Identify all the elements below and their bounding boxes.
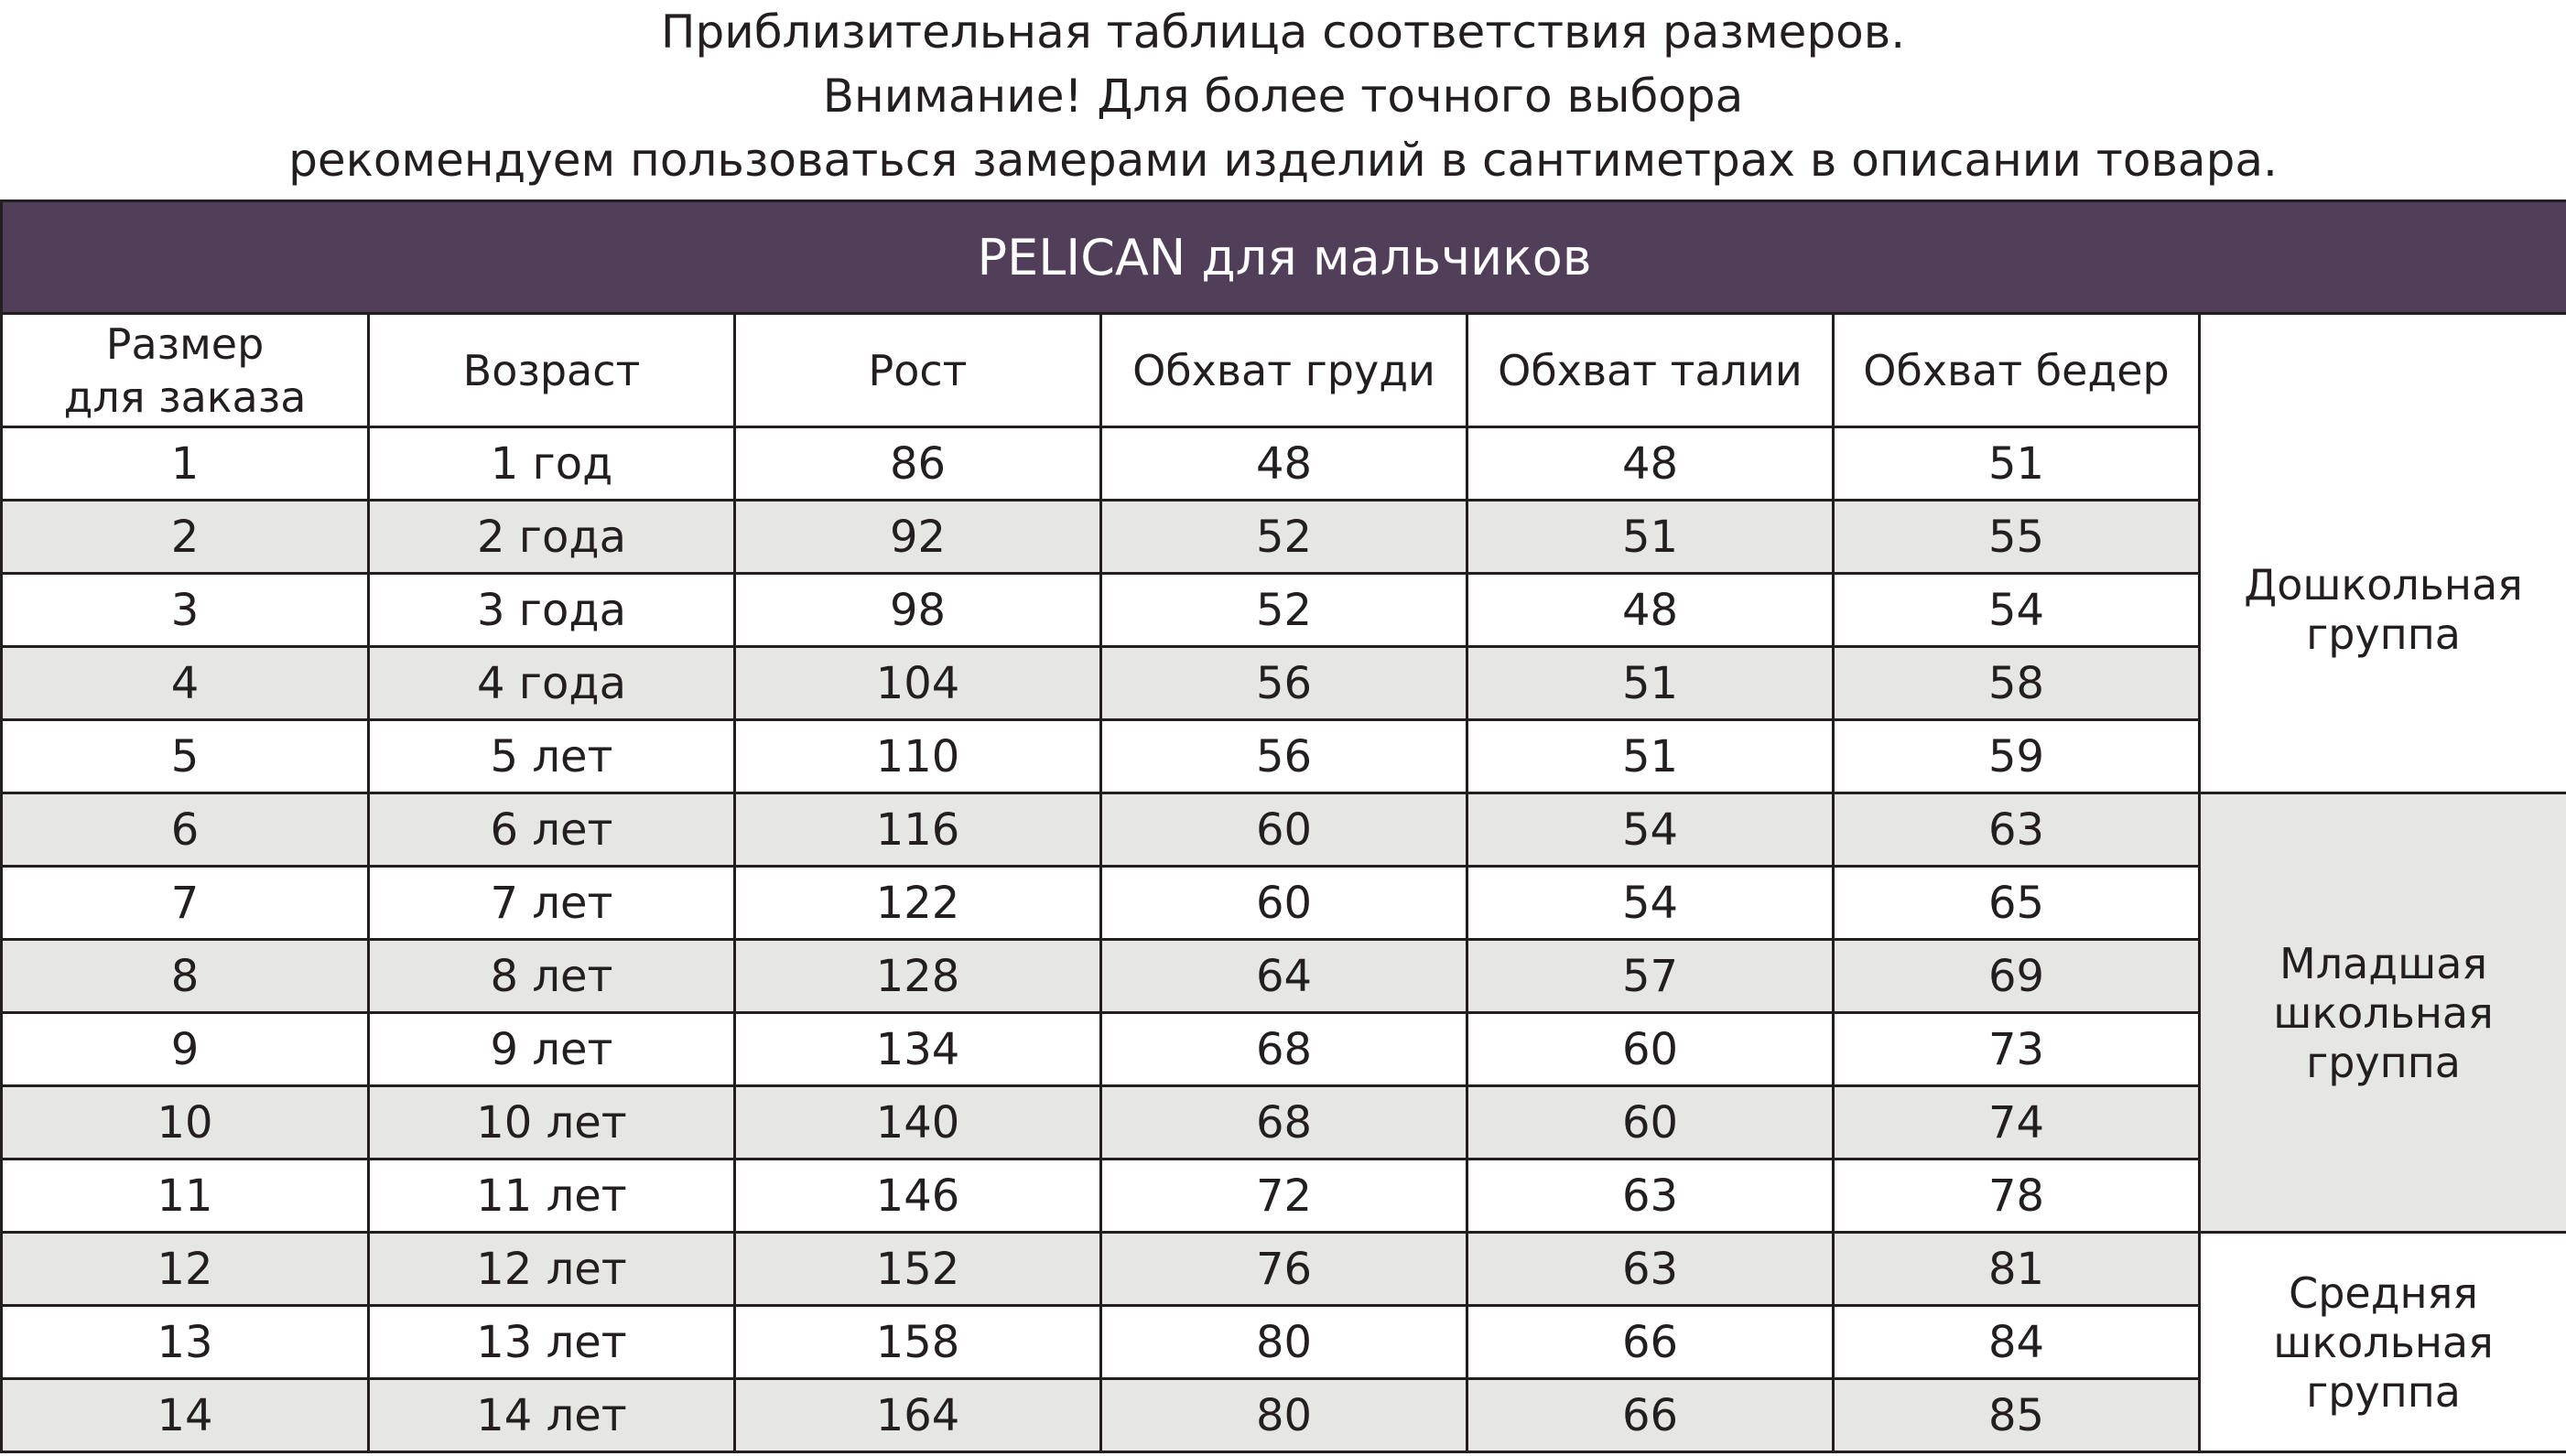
cell-size: 6 [2,793,369,867]
cell-size: 3 [2,574,369,647]
table-row [2,720,2566,793]
cell-waist: 63 [1467,1233,1834,1306]
cell-hips: 69 [1834,940,2200,1013]
intro-line-3: рекомендуем пользоваться замерами изделий в сантиметрах в описании товара. [288,134,2278,187]
header-height: Рост [735,314,1101,427]
cell-chest: 80 [1101,1306,1467,1379]
cell-height: 128 [735,940,1101,1013]
cell-chest: 60 [1101,793,1467,867]
table-row [2,647,2566,720]
cell-waist: 54 [1467,867,1834,940]
cell-age: 6 лет [369,793,735,867]
cell-height: 104 [735,647,1101,720]
cell-waist: 51 [1467,720,1834,793]
table-row [2,867,2566,940]
cell-chest: 52 [1101,501,1467,574]
cell-chest: 60 [1101,867,1467,940]
header-size [2,314,369,427]
table-row [2,793,2566,867]
cell-hips: 78 [1834,1159,2200,1233]
cell-height: 146 [735,1159,1101,1233]
table-row [2,574,2566,647]
cell-waist: 51 [1467,501,1834,574]
cell-chest: 56 [1101,647,1467,720]
cell-waist: 63 [1467,1159,1834,1233]
cell-hips: 59 [1834,720,2200,793]
size-chart-table [0,200,2566,1453]
table-row [2,940,2566,1013]
table-row [2,1086,2566,1159]
cell-age: 13 лет [369,1306,735,1379]
group-preschool [2200,427,2566,793]
cell-waist: 66 [1467,1306,1834,1379]
cell-chest: 76 [1101,1233,1467,1306]
cell-height: 98 [735,574,1101,647]
cell-height: 152 [735,1233,1101,1306]
cell-hips: 85 [1834,1379,2200,1452]
cell-waist: 60 [1467,1013,1834,1086]
group-junior-line-2: школьная [2273,987,2494,1038]
table-row [2,427,2566,501]
cell-chest: 68 [1101,1086,1467,1159]
cell-height: 86 [735,427,1101,501]
table-header-row [2,314,2566,427]
group-middle-line-2: школьная [2273,1317,2494,1367]
cell-age: 11 лет [369,1159,735,1233]
cell-age: 2 года [369,501,735,574]
cell-waist: 66 [1467,1379,1834,1452]
group-junior-line-3: группа [2306,1037,2461,1087]
table-title-row [2,201,2566,314]
cell-age: 14 лет [369,1379,735,1452]
cell-height: 92 [735,501,1101,574]
header-size-line-2: для заказа [63,372,307,422]
cell-age: 12 лет [369,1233,735,1306]
cell-age: 3 года [369,574,735,647]
header-size-line-1: Размер [105,318,265,369]
cell-size: 12 [2,1233,369,1306]
cell-height: 140 [735,1086,1101,1159]
cell-size: 9 [2,1013,369,1086]
header-chest: Обхват груди [1101,314,1467,427]
group-preschool-line-2: группа [2306,609,2461,659]
cell-chest: 64 [1101,940,1467,1013]
cell-height: 158 [735,1306,1101,1379]
group-middle-line-1: Средняя [2289,1267,2478,1318]
cell-age: 9 лет [369,1013,735,1086]
cell-chest: 48 [1101,427,1467,501]
cell-chest: 80 [1101,1379,1467,1452]
cell-chest: 68 [1101,1013,1467,1086]
cell-size: 5 [2,720,369,793]
cell-waist: 48 [1467,427,1834,501]
intro-line-1: Приблизительная таблица соответствия размеров. [660,5,1906,59]
header-waist: Обхват талии [1467,314,1834,427]
cell-hips: 74 [1834,1086,2200,1159]
header-hips: Обхват бедер [1834,314,2200,427]
group-middle-school [2200,1233,2566,1452]
header-group-cell [2200,314,2566,427]
cell-size: 13 [2,1306,369,1379]
cell-hips: 73 [1834,1013,2200,1086]
group-junior-school [2200,793,2566,1233]
cell-age: 5 лет [369,720,735,793]
cell-age: 4 года [369,647,735,720]
cell-height: 110 [735,720,1101,793]
cell-height: 134 [735,1013,1101,1086]
cell-waist: 51 [1467,647,1834,720]
intro-note [0,0,2566,200]
cell-chest: 56 [1101,720,1467,793]
table-row [2,1013,2566,1086]
cell-hips: 81 [1834,1233,2200,1306]
cell-hips: 84 [1834,1306,2200,1379]
cell-age: 8 лет [369,940,735,1013]
table-row [2,1159,2566,1233]
table-row [2,501,2566,574]
cell-size: 8 [2,940,369,1013]
cell-height: 116 [735,793,1101,867]
group-junior-line-1: Младшая [2279,938,2488,988]
cell-size: 14 [2,1379,369,1452]
cell-waist: 48 [1467,574,1834,647]
intro-line-2: Внимание! Для более точного выбора [822,70,1744,123]
cell-size: 11 [2,1159,369,1233]
table-row [2,1306,2566,1379]
cell-size: 4 [2,647,369,720]
cell-hips: 65 [1834,867,2200,940]
cell-hips: 63 [1834,793,2200,867]
cell-age: 7 лет [369,867,735,940]
cell-chest: 72 [1101,1159,1467,1233]
header-age: Возраст [369,314,735,427]
cell-hips: 54 [1834,574,2200,647]
group-middle-line-3: группа [2306,1366,2461,1417]
cell-age: 1 год [369,427,735,501]
cell-hips: 51 [1834,427,2200,501]
cell-height: 122 [735,867,1101,940]
cell-size: 1 [2,427,369,501]
cell-hips: 58 [1834,647,2200,720]
cell-waist: 60 [1467,1086,1834,1159]
cell-waist: 57 [1467,940,1834,1013]
table-row [2,1379,2566,1452]
cell-size: 10 [2,1086,369,1159]
cell-chest: 52 [1101,574,1467,647]
table-row [2,1233,2566,1306]
cell-height: 164 [735,1379,1101,1452]
table-title: PELICAN для мальчиков [2,201,2566,314]
cell-hips: 55 [1834,501,2200,574]
cell-size: 2 [2,501,369,574]
cell-waist: 54 [1467,793,1834,867]
cell-size: 7 [2,867,369,940]
cell-age: 10 лет [369,1086,735,1159]
group-preschool-line-1: Дошкольная [2244,559,2523,609]
